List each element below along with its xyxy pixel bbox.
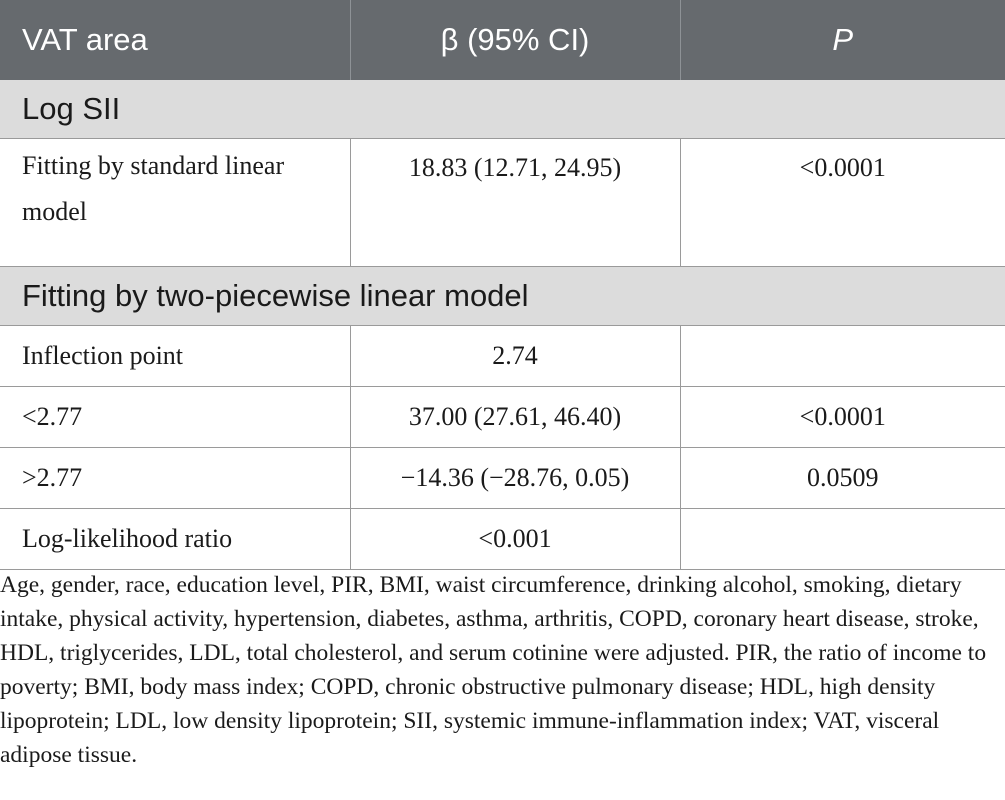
header-beta-ci: β (95% CI): [350, 0, 680, 80]
row-label: Log-likelihood ratio: [0, 509, 350, 570]
row-beta: −14.36 (−28.76, 0.05): [350, 448, 680, 509]
row-p: 0.0509: [680, 448, 1005, 509]
section-label: Log SII: [0, 80, 1005, 139]
row-p: [680, 326, 1005, 387]
row-p: <0.0001: [680, 387, 1005, 448]
table-row: [0, 448, 1005, 509]
header-row: [0, 0, 1005, 80]
header-p-value: [680, 0, 1005, 80]
row-label: >2.77: [0, 448, 350, 509]
row-p: [680, 509, 1005, 570]
section-label: Fitting by two-piecewise linear model: [0, 267, 1005, 326]
table-row: [0, 509, 1005, 570]
header-vat-area: VAT area: [0, 0, 350, 80]
row-beta: <0.001: [350, 509, 680, 570]
table-row: [0, 326, 1005, 387]
row-beta: 37.00 (27.61, 46.40): [350, 387, 680, 448]
table-row: [0, 139, 1005, 267]
row-beta: 2.74: [350, 326, 680, 387]
row-label: Fitting by standard linear model: [0, 139, 350, 267]
section-row-two-piecewise: [0, 267, 1005, 326]
row-beta: 18.83 (12.71, 24.95): [350, 139, 680, 267]
table-row: [0, 387, 1005, 448]
table-footnote: Age, gender, race, education level, PIR, BMI, waist circumference, drinking alcohol, smoking, dietary intake, physical activity, hypertension, diabetes, asthma, arthritis, COPD, coronary heart disease, stroke, HDL, triglycerides, LDL, total cholesterol, and serum cotinine were adjusted. PIR, the ratio of income to poverty; BMI, body mass index; COPD, chronic obstructive pulmonary disease; HDL, high density lipoprotein; LDL, low density lipoprotein; SII, systemic immune-inflammation index; VAT, visceral adipose tissue.: [0, 572, 987, 768]
row-label: <2.77: [0, 387, 350, 448]
row-label: Inflection point: [0, 326, 350, 387]
row-p: <0.0001: [680, 139, 1005, 267]
section-row-log-sii: [0, 80, 1005, 139]
header-p-label: P: [832, 22, 854, 57]
